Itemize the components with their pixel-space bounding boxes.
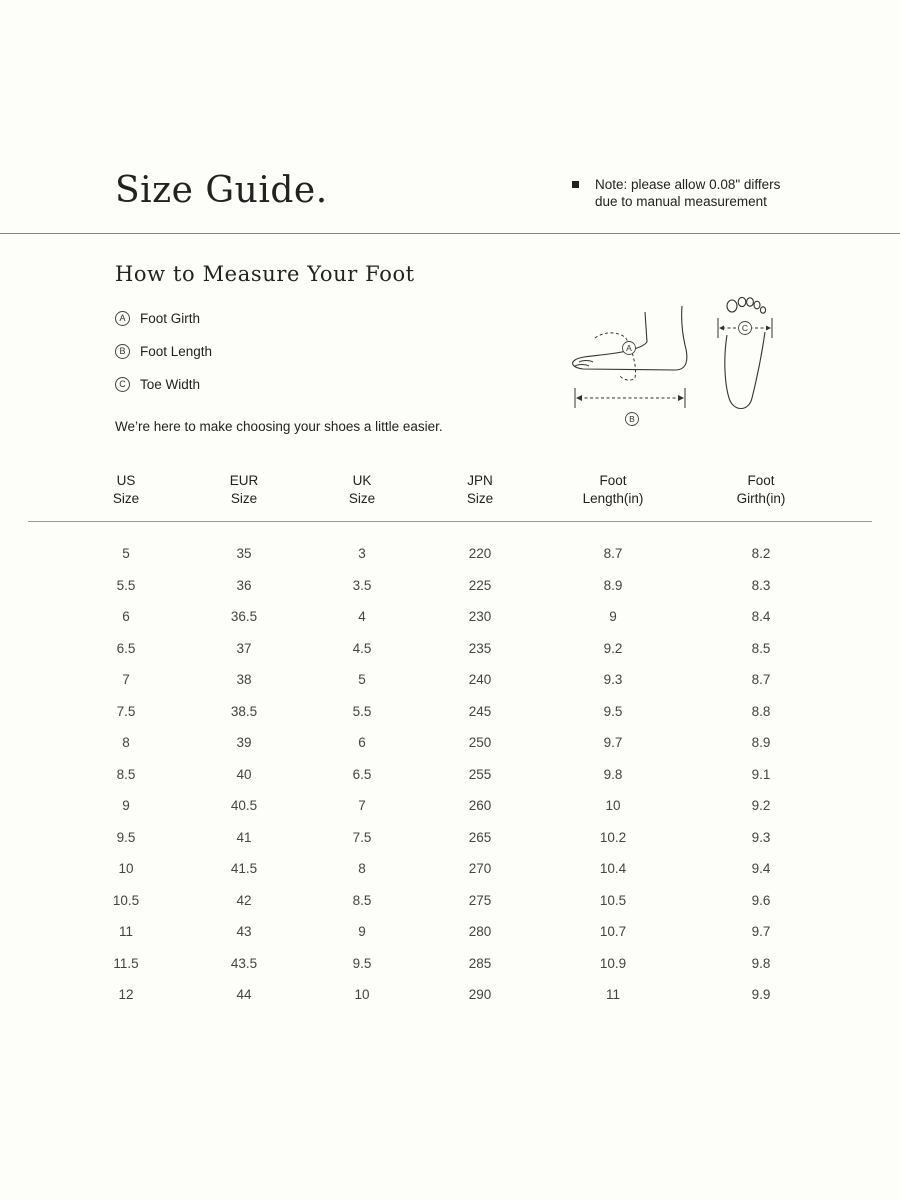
jpn-size-cell: 275 [468, 892, 492, 908]
uk-size-cell: 6 [358, 735, 366, 751]
us-size-cell: 11.5 [113, 955, 139, 971]
foot-girth-cell: 9.4 [751, 861, 771, 877]
table-row [67, 696, 835, 728]
length-arrow-icon [575, 388, 685, 408]
eur-size-cell: 41.5 [230, 861, 258, 877]
foot-length-cell: 10.5 [599, 892, 627, 908]
uk-size-cell: 10 [354, 987, 370, 1003]
us-size-cell: 5 [122, 546, 130, 562]
foot-girth-cell: 8.7 [751, 672, 771, 688]
us-size-cell: 7.5 [116, 703, 136, 719]
eur-size-cell: 42 [236, 892, 252, 908]
jpn-size-cell: 230 [468, 609, 492, 625]
svg-text:A: A [626, 343, 632, 353]
table-row [67, 822, 835, 854]
legend-item-foot-length [115, 343, 212, 376]
side-foot-icon [573, 306, 687, 370]
foot-girth-cell: 9.1 [751, 766, 771, 782]
foot-girth-cell: 9.8 [751, 955, 771, 971]
jpn-size-cell: 220 [468, 546, 492, 562]
eur-size-cell: 44 [236, 987, 252, 1003]
uk-size-cell: 9 [358, 924, 366, 940]
svg-text:C: C [741, 323, 749, 333]
eur-size-cell: 43.5 [230, 955, 258, 971]
svg-text:B: B [629, 414, 635, 424]
uk-size-cell: 8.5 [352, 892, 372, 908]
measurement-note [572, 176, 835, 210]
table-row [67, 759, 835, 791]
eur-size-cell: 36.5 [230, 609, 258, 625]
foot-length-cell: 9.7 [603, 735, 623, 751]
uk-size-cell: 3 [358, 546, 366, 562]
girth-dashed-loop-icon [595, 333, 636, 380]
us-size-cell: 10.5 [112, 892, 140, 908]
uk-size-cell: 4 [358, 609, 366, 625]
page-title: Size Guide. [115, 170, 328, 211]
label-c-marker [739, 322, 752, 335]
legend-item-toe-width [115, 376, 212, 409]
uk-size-cell: 5.5 [352, 703, 372, 719]
table-row [67, 853, 835, 885]
jpn-size-cell: 290 [468, 987, 492, 1003]
us-size-cell: 8.5 [116, 766, 136, 782]
foot-girth-cell: 9.7 [751, 924, 771, 940]
foot-length-cell: 9.8 [603, 766, 623, 782]
jpn-size-cell: 280 [468, 924, 492, 940]
jpn-size-cell: 240 [468, 672, 492, 688]
eur-size-cell: 43 [236, 924, 252, 940]
table-row [67, 979, 835, 1011]
table-row [67, 601, 835, 633]
uk-size-cell: 7 [358, 798, 366, 814]
uk-size-cell: 5 [358, 672, 366, 688]
table-row [67, 948, 835, 980]
foot-length-cell: 10.7 [599, 924, 627, 940]
legend-item-foot-girth [115, 310, 212, 343]
jpn-size-cell: 255 [468, 766, 492, 782]
label-b-marker [626, 413, 639, 426]
letter-a-icon: A [115, 311, 130, 326]
foot-length-cell: 10.9 [599, 955, 627, 971]
uk-size-cell: 3.5 [352, 577, 372, 593]
uk-size-cell: 8 [358, 861, 366, 877]
eur-size-cell: 41 [236, 829, 252, 845]
us-size-cell: 12 [118, 987, 134, 1003]
square-bullet-icon [572, 181, 579, 188]
note-line-1: Note: please allow 0.08" differs [595, 177, 781, 192]
foot-length-cell: 9.2 [603, 640, 623, 656]
jpn-size-cell: 245 [468, 703, 492, 719]
foot-girth-cell: 9.6 [751, 892, 771, 908]
tagline: We’re here to make choosing your shoes a little easier. [115, 419, 443, 434]
header-uk-size: UK Size [348, 473, 376, 506]
eur-size-cell: 39 [236, 735, 252, 751]
eur-size-cell: 40 [236, 766, 252, 782]
jpn-size-cell: 260 [468, 798, 492, 814]
us-size-cell: 10 [118, 861, 134, 877]
uk-size-cell: 4.5 [352, 640, 372, 656]
table-row [67, 570, 835, 602]
foot-girth-cell: 8.5 [751, 640, 771, 656]
legend-label: Foot Length [140, 343, 213, 359]
us-size-cell: 6 [122, 609, 130, 625]
table-row [67, 916, 835, 948]
header-foot-girth: Foot Girth(in) [736, 473, 786, 506]
foot-girth-cell: 9.2 [751, 798, 771, 814]
us-size-cell: 5.5 [116, 577, 136, 593]
header-jpn-size: JPN Size [466, 473, 494, 506]
eur-size-cell: 35 [236, 546, 252, 562]
us-size-cell: 7 [122, 672, 130, 688]
table-row [67, 727, 835, 759]
size-table [67, 470, 835, 1011]
eur-size-cell: 38.5 [230, 703, 258, 719]
header-foot-length: Foot Length(in) [582, 473, 644, 506]
us-size-cell: 11 [118, 924, 133, 940]
foot-length-cell: 8.9 [603, 577, 623, 593]
table-row [67, 790, 835, 822]
header-divider [0, 233, 900, 234]
us-size-cell: 6.5 [116, 640, 136, 656]
us-size-cell: 9.5 [116, 829, 136, 845]
us-size-cell: 8 [122, 735, 130, 751]
foot-girth-cell: 8.9 [751, 735, 771, 751]
section-title: How to Measure Your Foot [115, 262, 415, 286]
foot-length-cell: 11 [605, 987, 620, 1003]
foot-length-cell: 9.3 [603, 672, 623, 688]
eur-size-cell: 37 [236, 640, 252, 656]
jpn-size-cell: 250 [468, 735, 492, 751]
foot-girth-cell: 8.8 [751, 703, 771, 719]
foot-measurement-diagram [565, 290, 780, 435]
legend-label: Foot Girth [140, 310, 201, 326]
table-row [67, 538, 835, 570]
foot-length-cell: 10 [605, 798, 621, 814]
foot-girth-cell: 8.4 [751, 609, 771, 625]
note-line-2: due to manual measurement [595, 194, 767, 209]
foot-length-cell: 8.7 [603, 546, 623, 562]
uk-size-cell: 7.5 [352, 829, 372, 845]
us-size-cell: 9 [122, 798, 130, 814]
header-us-size: US Size [112, 473, 140, 506]
label-a-marker [623, 342, 636, 355]
jpn-size-cell: 235 [468, 640, 492, 656]
letter-b-icon: B [115, 344, 130, 359]
eur-size-cell: 36 [236, 577, 252, 593]
foot-girth-cell: 8.3 [751, 577, 771, 593]
jpn-size-cell: 270 [468, 861, 492, 877]
uk-size-cell: 6.5 [352, 766, 372, 782]
jpn-size-cell: 285 [468, 955, 492, 971]
header-eur-size: EUR Size [229, 473, 259, 506]
foot-length-cell: 10.2 [599, 829, 627, 845]
eur-size-cell: 40.5 [230, 798, 258, 814]
jpn-size-cell: 265 [468, 829, 492, 845]
table-header-row [67, 470, 835, 514]
measurement-legend [115, 310, 212, 409]
table-row [67, 664, 835, 696]
foot-girth-cell: 9.3 [751, 829, 771, 845]
table-row [67, 633, 835, 665]
uk-size-cell: 9.5 [352, 955, 372, 971]
sole-foot-icon [725, 297, 766, 408]
foot-length-cell: 9 [609, 609, 617, 625]
jpn-size-cell: 225 [468, 577, 492, 593]
foot-girth-cell: 9.9 [751, 987, 771, 1003]
table-row [67, 885, 835, 917]
eur-size-cell: 38 [236, 672, 252, 688]
foot-length-cell: 10.4 [599, 861, 627, 877]
legend-label: Toe Width [140, 376, 201, 392]
foot-length-cell: 9.5 [603, 703, 623, 719]
letter-c-icon: C [115, 377, 130, 392]
foot-girth-cell: 8.2 [751, 546, 771, 562]
